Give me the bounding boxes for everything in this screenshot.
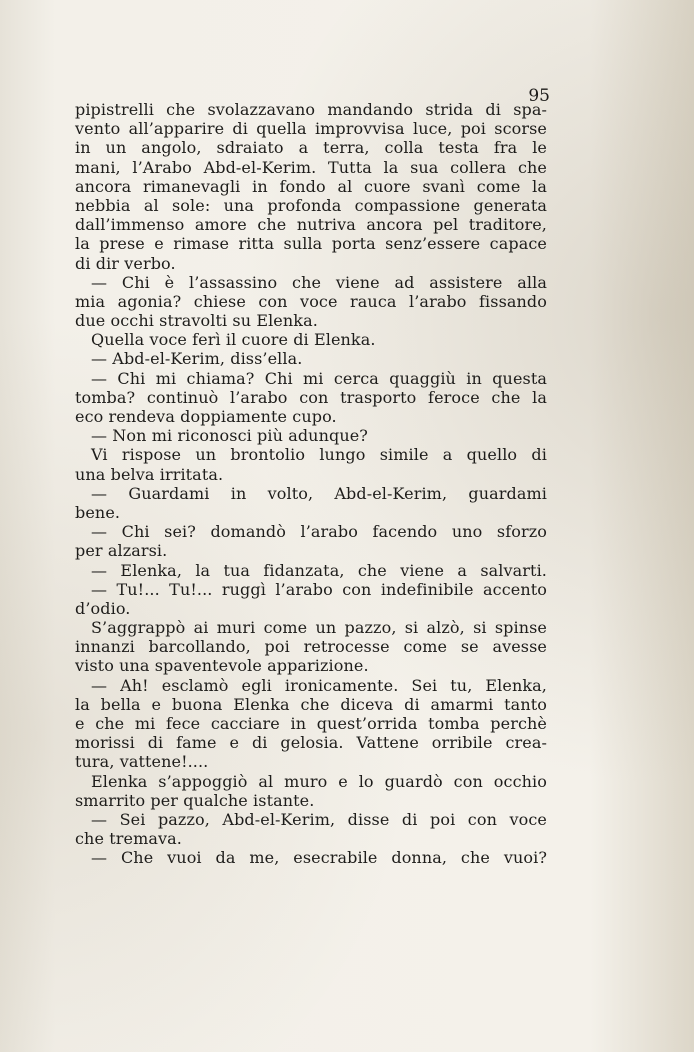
text-line: Quella voce ferì il cuore di Elenka. — [91, 330, 376, 350]
text-line: una belva irritata. — [75, 464, 224, 484]
text-line: — Che vuoi da me, esecrabile donna, che vuoi? — [91, 848, 547, 868]
text-line: — Chi mi chiama? Chi mi cerca quaggiù in questa — [91, 368, 547, 388]
text-line: — Elenka, la tua fidanzata, che viene a salvarti. — [91, 560, 547, 580]
text-line: visto una spaventevole apparizione. — [75, 656, 369, 676]
page-number: 95 — [528, 86, 550, 106]
text-line: dall’immenso amore che nutriva ancora pel traditore, — [75, 215, 547, 235]
text-line: pipistrelli che svolazzavano mandando strida di spa- — [75, 100, 547, 119]
text-line: ancora rimanevagli in fondo al cuore svanì come la — [75, 176, 547, 196]
text-line: nebbia al sole: una profonda compassione generata — [75, 195, 547, 215]
text-line: la bella e buona Elenka che diceva di amarmi tanto — [75, 694, 547, 714]
text-line: — Guardami in volto, Abd-el-Kerim, guardami — [91, 483, 547, 503]
text-line: morissi di fame e di gelosia. Vattene orribile crea- — [75, 733, 547, 753]
text-line: — Sei pazzo, Abd-el-Kerim, disse di poi con voce — [91, 809, 547, 829]
text-line: e che mi fece cacciare in quest’orrida tomba perchè — [75, 714, 547, 733]
text-line: smarrito per qualche istante. — [75, 790, 315, 810]
text-line: innanzi barcollando, poi retrocesse come se avesse — [75, 637, 547, 657]
text-line: Vi rispose un brontolio lungo simile a quello di — [91, 445, 547, 465]
text-line: tomba? continuò l’arabo con trasporto feroce che la — [75, 387, 547, 407]
text-line: — Tu!... Tu!... ruggì l’arabo con indefinibile accento — [91, 579, 547, 599]
text-line: — Ah! esclamò egli ironicamente. Sei tu, Elenka, — [91, 675, 547, 695]
text-line: — Chi sei? domandò l’arabo facendo uno sforzo — [91, 522, 547, 542]
body-text — [75, 100, 547, 868]
text-line: che tremava. — [75, 829, 182, 849]
text-line: — Chi è l’assassino che viene ad assistere alla — [91, 272, 547, 292]
text-line: tura, vattene!.... — [75, 752, 209, 772]
text-line: due occhi stravolti su Elenka. — [75, 311, 318, 331]
text-line: la prese e rimase ritta sulla porta senz’essere capace — [75, 234, 547, 254]
text-line: — Non mi riconosci più adunque? — [91, 426, 368, 446]
text-line: mia agonia? chiese con voce rauca l’arabo fissando — [75, 291, 547, 311]
text-line: bene. — [75, 502, 121, 522]
text-line: Elenka s’appoggiò al muro e lo guardò con occhio — [91, 771, 547, 791]
text-line: d’odio. — [75, 598, 131, 618]
text-line: per alzarsi. — [75, 541, 168, 561]
text-line: eco rendeva doppiamente cupo. — [75, 407, 337, 426]
text-line: mani, l’Arabo Abd-el-Kerim. Tutta la sua collera che — [75, 157, 547, 177]
text-line: vento all’apparire di quella improvvisa luce, poi scorse — [75, 119, 547, 139]
text-line: S’aggrappò ai muri come un pazzo, si alzò, si spinse — [91, 618, 547, 638]
text-line: in un angolo, sdraiato a terra, colla testa fra le — [75, 138, 547, 158]
text-line: — Abd-el-Kerim, diss’ella. — [91, 349, 303, 369]
text-line: di dir verbo. — [75, 253, 176, 273]
